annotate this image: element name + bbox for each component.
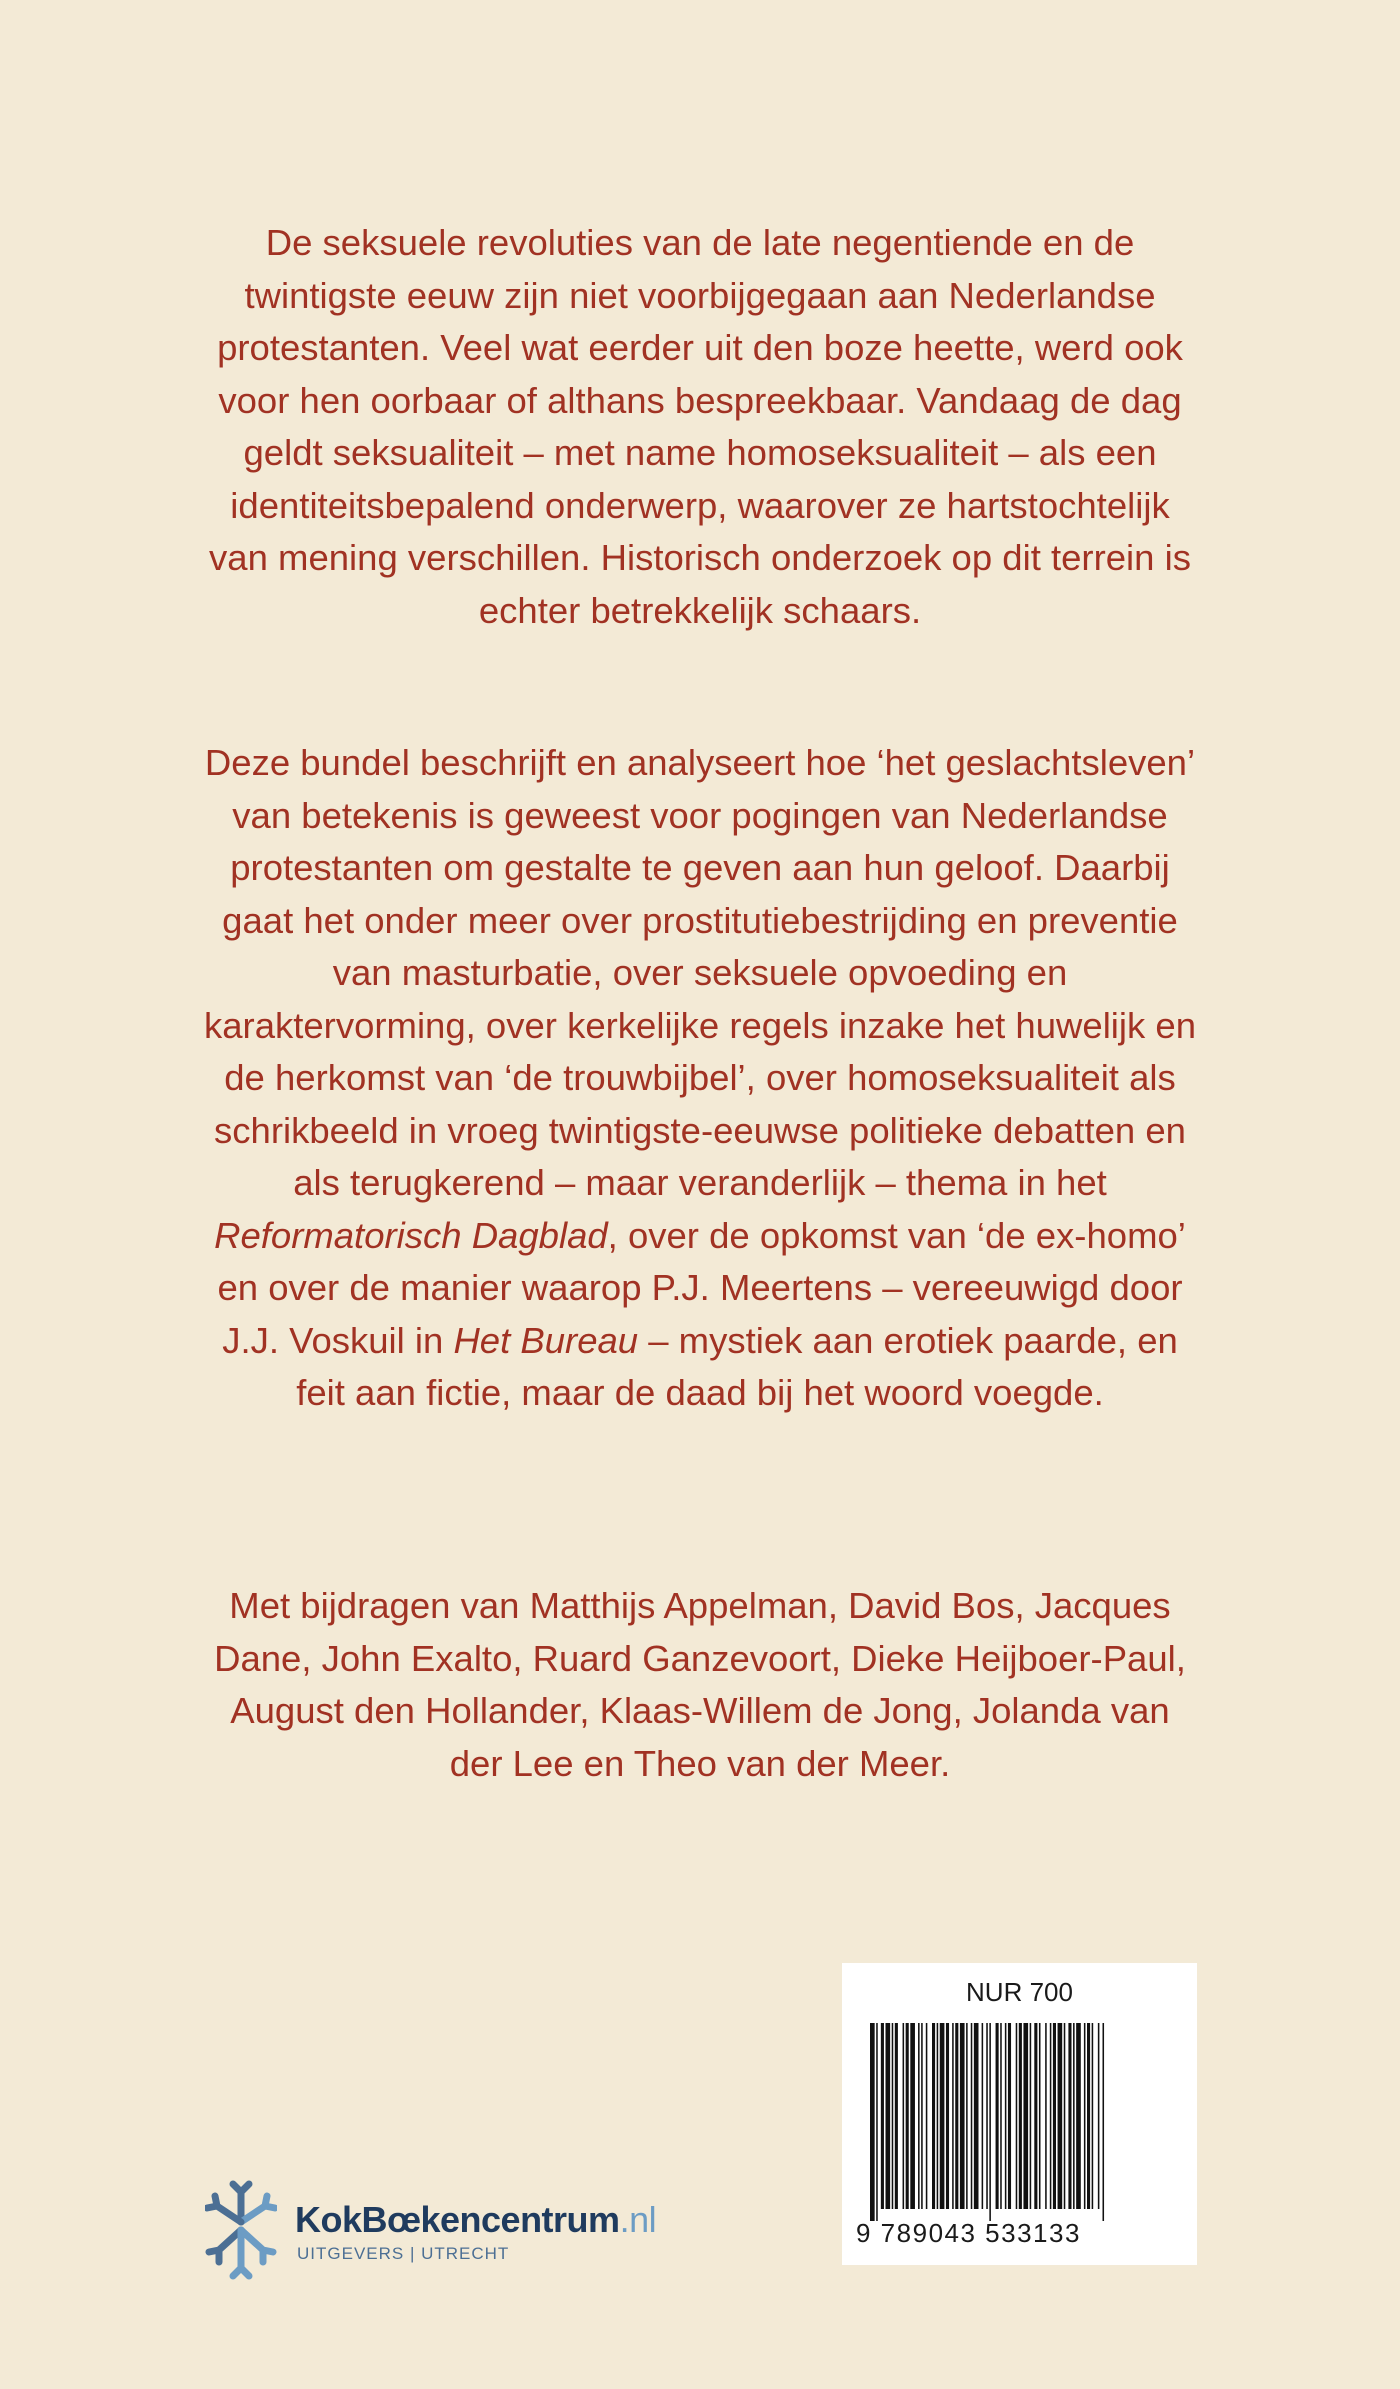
barcode-bar [1073, 2023, 1075, 2209]
barcode-bar [1098, 2023, 1100, 2209]
barcode-bar [1064, 2023, 1066, 2209]
blurb-text-segment: , over de opkomst van ‘de ex-homo’ en over de manier waarop P.J. Meertens – vereeuwigd door J.J. Voskuil in [217, 1214, 1186, 1361]
barcode-label [842, 1963, 1197, 2265]
barcode-bar [921, 2023, 923, 2209]
barcode-bar [960, 2023, 965, 2209]
barcode-bar [982, 2023, 984, 2209]
barcode-bar [1019, 2023, 1022, 2209]
barcode-bar [974, 2023, 979, 2209]
barcode-bar [1005, 2023, 1007, 2209]
barcode-bar [952, 2023, 954, 2209]
barcode-bar [903, 2023, 905, 2209]
publisher-name [295, 2200, 656, 2240]
barcode-bar [876, 2023, 878, 2221]
blurb-italic-title: Reformatorisch Dagblad [214, 1214, 608, 1256]
barcode-bar [1050, 2023, 1052, 2209]
barcode-bar [937, 2023, 939, 2209]
blurb-italic-title: Het Bureau [453, 1319, 639, 1361]
barcode-bar [955, 2023, 958, 2209]
barcode-bar [870, 2023, 875, 2221]
barcode-bar [926, 2023, 928, 2209]
barcode-bar [1058, 2023, 1063, 2209]
barcode-bar [1008, 2023, 1011, 2209]
barcode-bar [996, 2023, 999, 2209]
blurb-text-segment: – mystiek aan erotiek paarde, en feit aan fictie, maar de daad bij het woord voegde. [296, 1319, 1178, 1413]
barcode-bar [1039, 2023, 1041, 2209]
barcode-bar [1092, 2023, 1094, 2209]
publisher-logo [205, 2180, 725, 2290]
blurb-paragraph-intro: De seksuele revoluties van de late negentiende en de twintigste eeuw zijn niet voorbijgegaan aan Nederlandse protestanten. Veel wat eerder uit den boze heette, werd ook voor hen oorbaar of althans bespreekbaar. Vandaag de dag geldt seksualiteit – met name homoseksualiteit – als een identiteitsbepalend onderwerp, waarover ze hartstochtelijk van mening verschillen. Historisch onderzoek op dit terrein is echter betrekkelijk schaars. [209, 222, 1191, 631]
barcode-bar [892, 2023, 894, 2209]
barcode-bar [886, 2023, 891, 2209]
barcode-bar [986, 2023, 988, 2209]
barcode-bar [918, 2023, 920, 2209]
barcode-bar [910, 2023, 915, 2209]
publisher-name-main: KokBœkencentrum [295, 2199, 620, 2240]
barcode-bars [870, 2023, 1170, 2221]
blurb-paragraph-contents [200, 737, 1200, 1420]
barcode-bar [906, 2023, 909, 2209]
barcode-bar [932, 2023, 935, 2209]
blurb-paragraph-contributors: Met bijdragen van Matthijs Appelman, David Bos, Jacques Dane, John Exalto, Ruard Ganzevoort, Dieke Heijboer-Paul, August den Hollander, Klaas-Willem de Jong, Jolanda van der Lee en Theo van der Meer. [214, 1585, 1186, 1784]
barcode-bar [1076, 2023, 1081, 2209]
barcode-bar [1034, 2023, 1037, 2209]
nur-code: NUR 700 [966, 1977, 1073, 2007]
barcode-bar [971, 2023, 973, 2209]
barcode-bar [989, 2023, 991, 2221]
barcode-bar [1084, 2023, 1086, 2209]
publisher-name-tld: .nl [619, 2199, 657, 2240]
barcode-bar [946, 2023, 949, 2209]
blurb-text-segment: Deze bundel beschrijft en analyseert hoe ‘het geslachtsleven’ van betekenis is geweest voor pogingen van Nederlandse protestanten om gestalte te geven aan hun geloof. Daarbij gaat het onder meer over prostitutiebestrijding en preventie van masturbatie, over seksuele opvoeding en karaktervorming, over kerkelijke regels inzake het huwelijk en de herkomst van ‘de trouwbijbel’, over homoseksualiteit als schrikbeeld in vroeg twintigste-eeuwse politieke debatten en als terugkerend – maar veranderlijk – thema in het [203, 742, 1197, 1203]
publisher-tagline: UITGEVERS | UTRECHT [297, 2244, 510, 2263]
barcode-bar [1068, 2023, 1071, 2209]
barcode-bar [966, 2023, 968, 2209]
kok-boekencentrum-star-icon [205, 2180, 277, 2280]
barcode-bar [1000, 2023, 1002, 2209]
barcode-bar [940, 2023, 945, 2209]
barcode-bar [895, 2023, 898, 2209]
barcode-bar [1053, 2023, 1056, 2209]
barcode-bar [1016, 2023, 1018, 2209]
barcode-bar [1030, 2023, 1032, 2209]
isbn-digits: 9 789043 533133 [856, 2218, 1081, 2248]
barcode-bar [1045, 2023, 1047, 2209]
barcode-bar [1087, 2023, 1090, 2209]
barcode-bar [1103, 2023, 1105, 2221]
barcode-bar [881, 2023, 884, 2209]
barcode-bar [1023, 2023, 1028, 2209]
